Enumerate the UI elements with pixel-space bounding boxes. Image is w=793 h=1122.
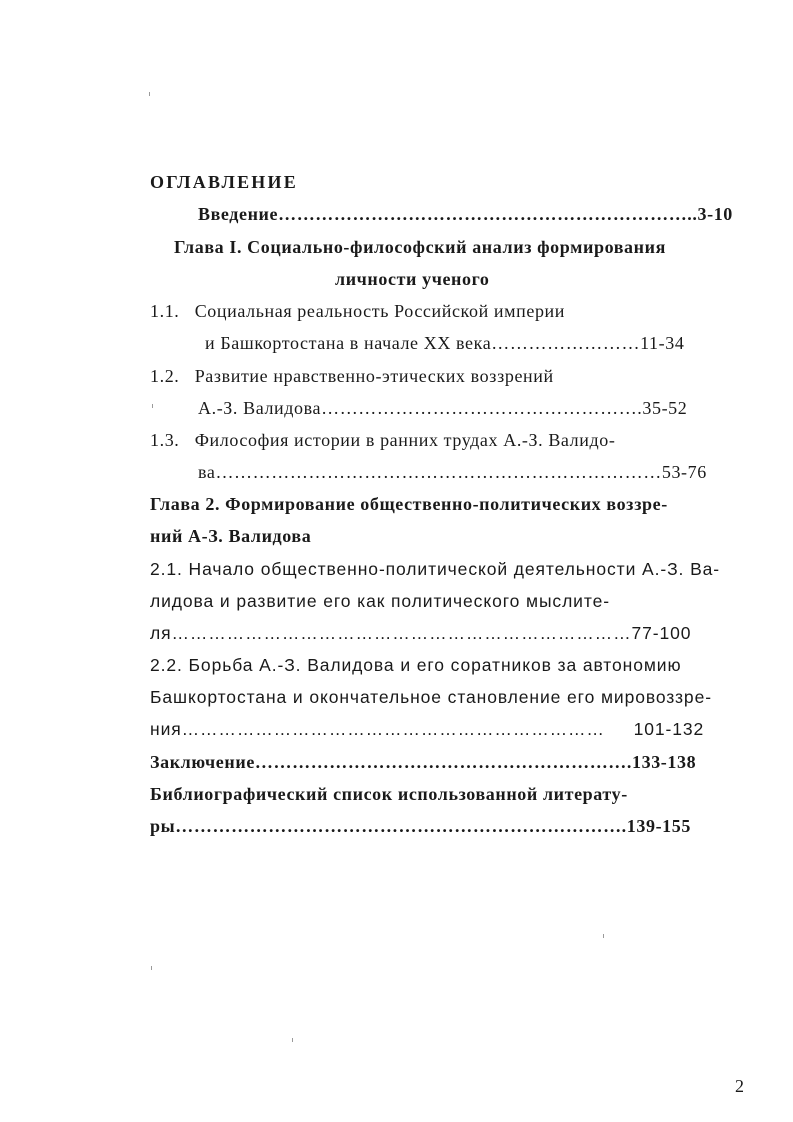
toc-section-2-1-line3: ля…………………………………………………………………77-100 (150, 623, 692, 643)
toc-section-1-2-line2: А.-З. Валидова…………………………………………….35-52 (198, 398, 688, 418)
toc-entry-conclusion: Заключение…………………………………………………….133-138 (150, 752, 697, 772)
toc-section-1-3-line1: 1.3. Философия истории в ранних трудах А.-З. Валидо- (150, 430, 616, 450)
toc-section-1-2-line1: 1.2. Развитие нравственно-этических воззрений (150, 366, 554, 386)
scan-speck (151, 966, 152, 970)
scan-speck (603, 934, 604, 938)
toc-entry-introduction: Введение…………………………………………………………..3-10 (198, 204, 733, 224)
scan-speck (149, 92, 150, 96)
toc-section-1-3-line2: ва………………………………………………………………53-76 (198, 462, 707, 482)
toc-chapter2-title-line1: Глава 2. Формирование общественно-политических воззре- (150, 494, 668, 514)
toc-chapter2-title-line2: ний А-З. Валидова (150, 526, 312, 546)
toc-section-1-1-line2: и Башкортостана в начале XX века……………………11-34 (205, 333, 685, 353)
scan-speck (152, 404, 153, 408)
toc-section-2-1-line1: 2.1. Начало общественно-политической деятельности А.-З. Ва- (150, 559, 720, 579)
toc-chapter1-title-line1: Глава I. Социально-философский анализ формирования (174, 237, 666, 257)
toc-title: ОГЛАВЛЕНИЕ (150, 172, 298, 192)
toc-section-2-2-line3: ния…………………………………………………………… 101-132 (150, 719, 705, 739)
toc-section-2-2-line2: Башкортостана и окончательное становление его мировоззре- (150, 687, 712, 707)
toc-bibliography-line1: Библиографический список использованной литерату- (150, 784, 628, 804)
toc-section-1-1-line1: 1.1. Социальная реальность Российской империи (150, 301, 566, 321)
toc-bibliography-line2: ры……………………………………………………………….139-155 (150, 816, 691, 836)
toc-section-2-1-line2: лидова и развитие его как политического мыслите- (150, 591, 610, 611)
toc-section-2-2-line1: 2.2. Борьба А.-З. Валидова и его соратников за автономию (150, 655, 682, 675)
toc-chapter1-title-line2: личности ученого (335, 269, 490, 289)
scan-speck (292, 1038, 293, 1042)
page-number: 2 (735, 1076, 744, 1096)
